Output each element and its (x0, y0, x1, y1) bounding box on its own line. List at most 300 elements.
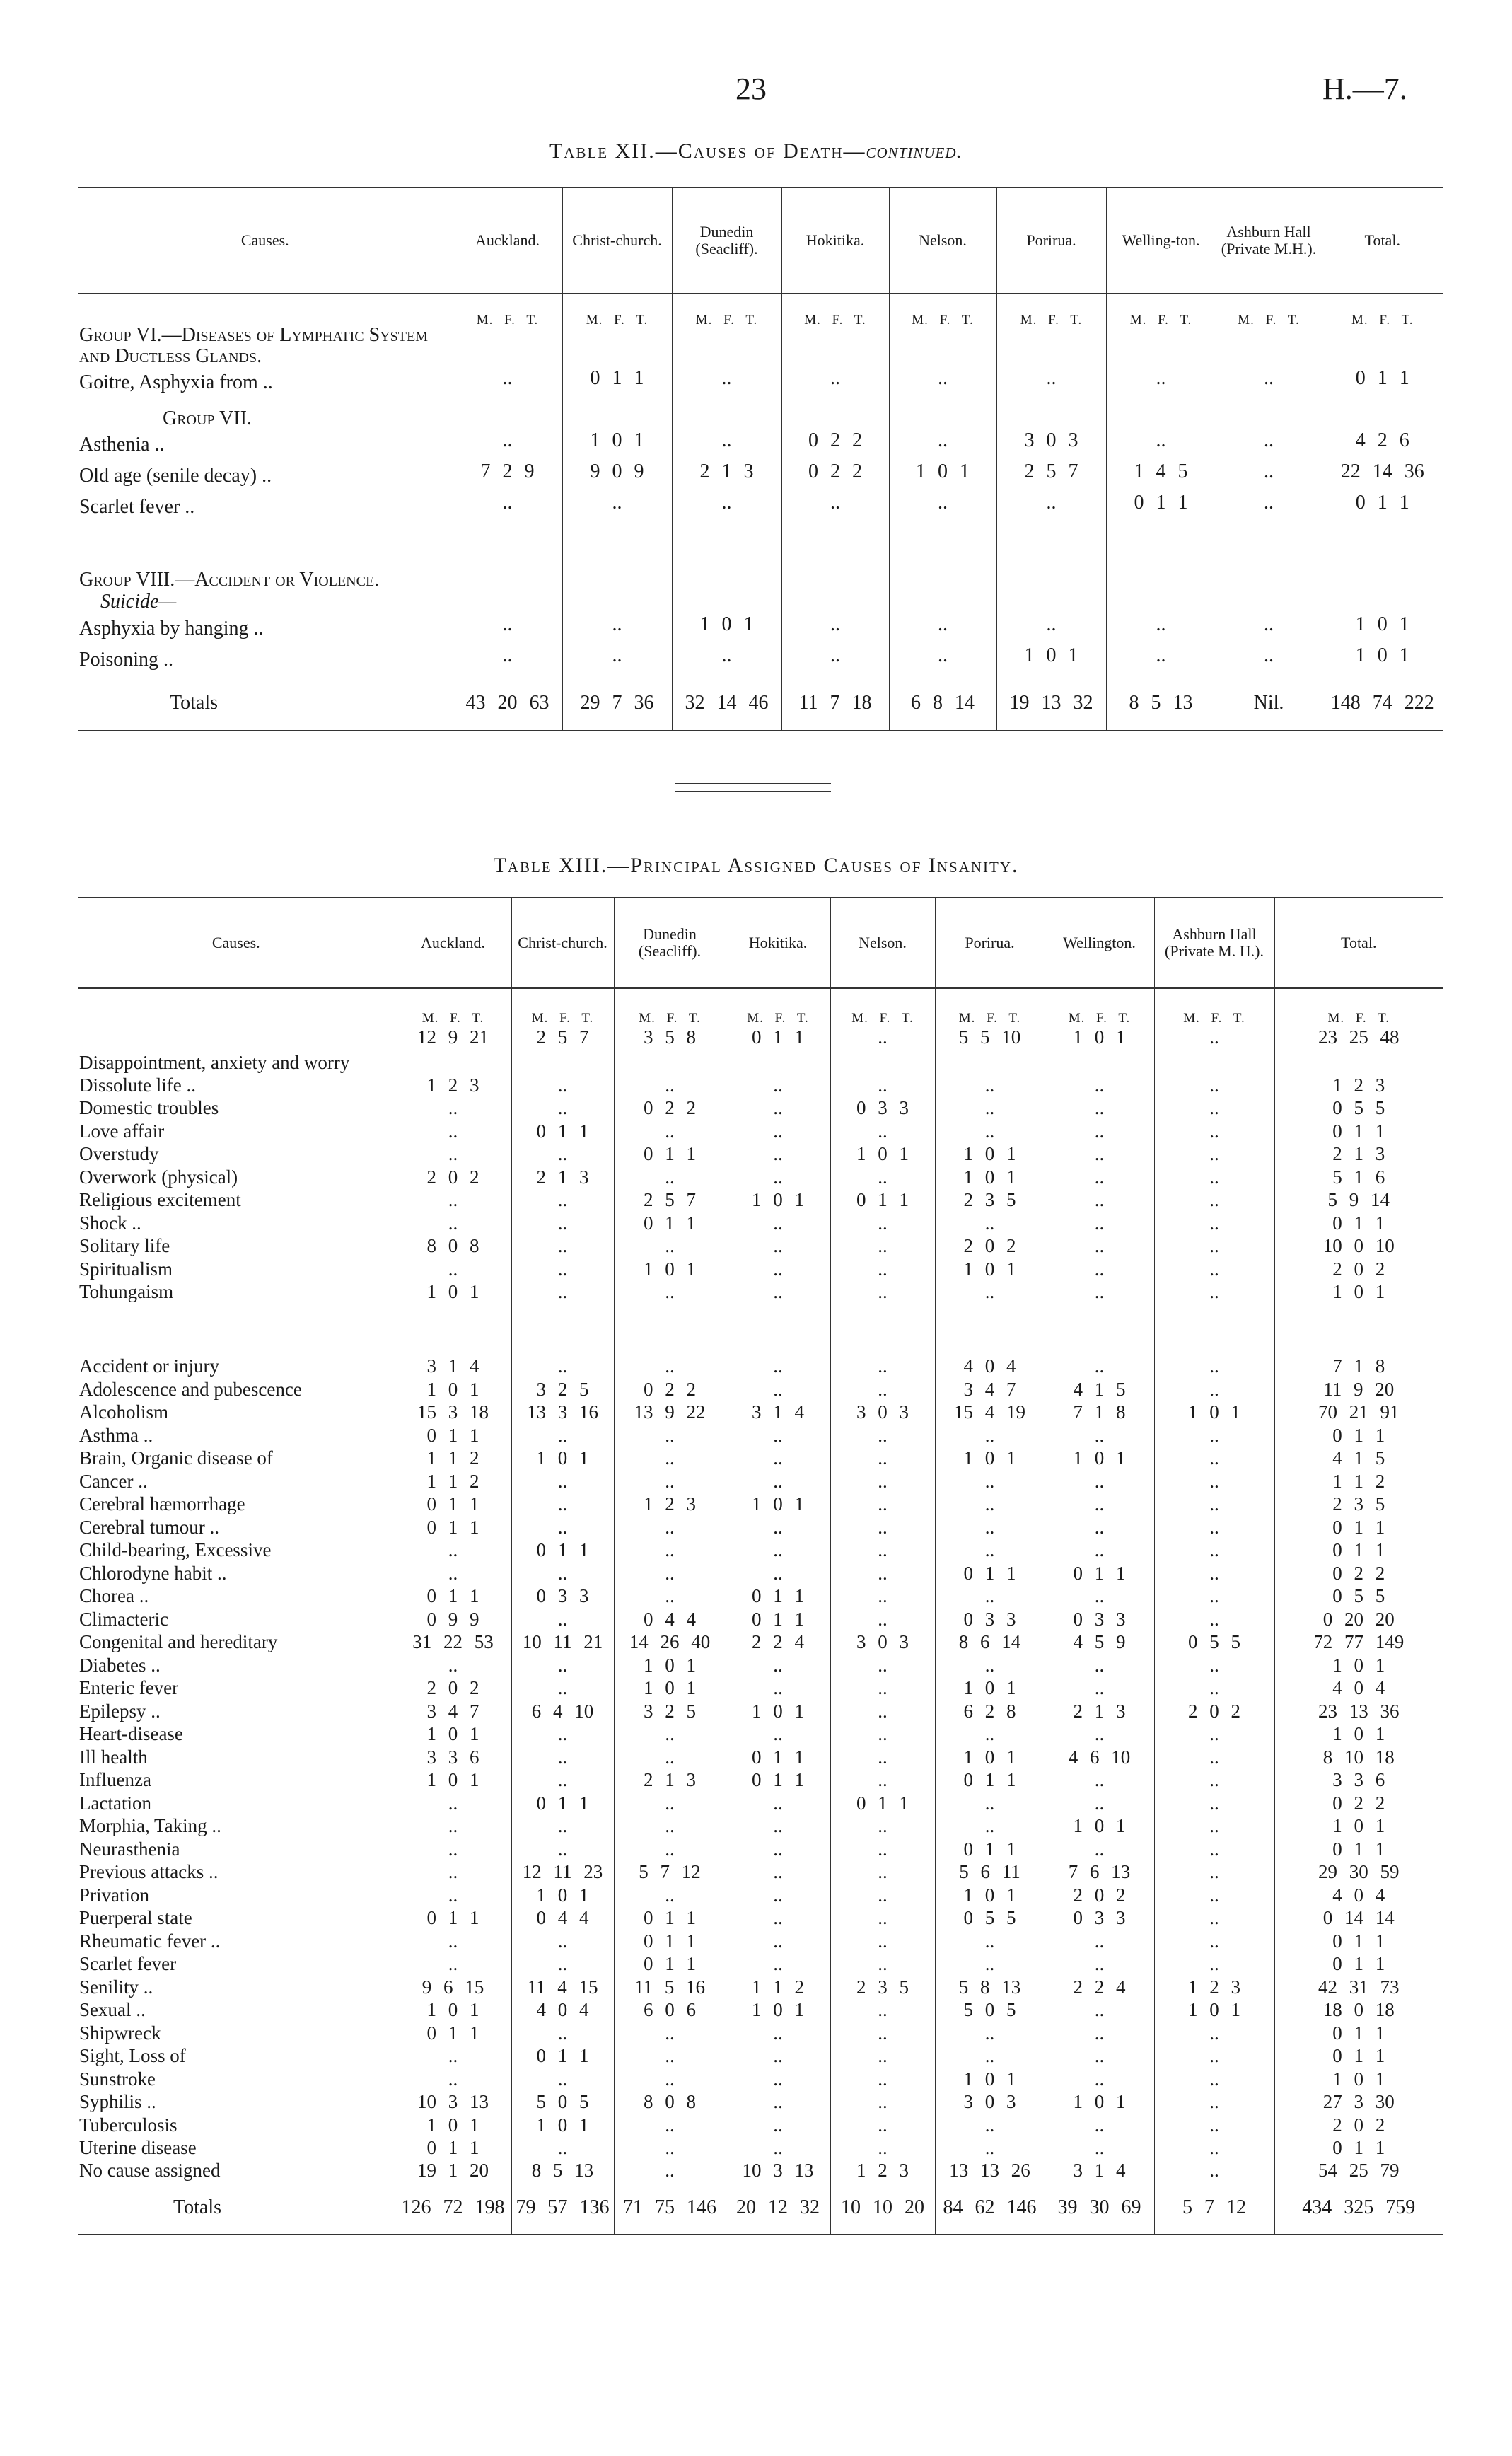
table13-row (78, 2113, 1443, 2136)
table13-value: 0 1 1 (935, 1837, 1045, 1860)
table13-value: .. (511, 1768, 614, 1792)
table13-row (78, 1676, 1443, 1700)
table12-value (562, 591, 672, 613)
table13-value: .. (830, 2113, 935, 2136)
table13-value: 2 0 2 (395, 1676, 511, 1700)
table13-value: .. (511, 1211, 614, 1234)
table13-value: .. (830, 1234, 935, 1258)
table13-value: .. (614, 1722, 726, 1746)
table13-value: 8 10 18 (1274, 1745, 1443, 1768)
table13-value: .. (935, 1722, 1045, 1746)
table13-value: 0 1 1 (1274, 1929, 1443, 1952)
table13-value: .. (614, 1280, 726, 1304)
table12-row (78, 460, 1443, 492)
table13-value: .. (830, 1377, 935, 1401)
table12-cause: Poisoning .. (79, 648, 174, 671)
table13-row (78, 1768, 1443, 1792)
table13-row (78, 1814, 1443, 1838)
table12-value (562, 398, 672, 429)
table13-value: 13 9 22 (614, 1401, 726, 1424)
table12-value (672, 398, 781, 429)
table13-value: .. (395, 1257, 511, 1280)
table13-value: .. (830, 1257, 935, 1280)
table13-value: .. (1045, 1676, 1154, 1700)
table13-value: .. (726, 1234, 830, 1258)
table13-value: 8 0 8 (614, 2090, 726, 2114)
table13-value: .. (1154, 1515, 1274, 1539)
table12-value (889, 591, 996, 613)
table12-value: M. F. T. (672, 294, 781, 367)
table13-value: 1 0 1 (614, 1257, 726, 1280)
table13-total-value: 10 10 20 (830, 2182, 935, 2235)
table13-value: 2 5 7 (614, 1188, 726, 1212)
table13-value: 0 1 1 (395, 1515, 511, 1539)
table13-value: 0 1 1 (1274, 1119, 1443, 1142)
table13-value: .. (395, 1837, 511, 1860)
table13-value: .. (1154, 1607, 1274, 1630)
table13-col-header: Hokitika. (726, 898, 830, 988)
table12-total-value: 148 74 222 (1322, 676, 1443, 731)
table13-value: 0 2 2 (1274, 1561, 1443, 1585)
table12-value: .. (1216, 613, 1322, 644)
table13-value: 4 1 5 (1045, 1377, 1154, 1401)
table13-value: 1 1 2 (395, 1469, 511, 1493)
table13-col-header: Auckland. (395, 898, 511, 988)
table13-row (78, 1745, 1443, 1768)
table13-value: .. (726, 1447, 830, 1470)
table13-value: .. (1154, 1906, 1274, 1930)
table13-value: .. (511, 1073, 614, 1096)
table12-cause: Group VIII.—Accident or Violence. (79, 569, 380, 591)
table13-value: .. (935, 2136, 1045, 2160)
table13-value: .. (1154, 2067, 1274, 2090)
table13-value: 13 13 26 (935, 2159, 1045, 2182)
table12-value (1216, 591, 1322, 613)
table13-value: 1 0 1 (935, 1447, 1045, 1470)
table13-value: .. (830, 1653, 935, 1676)
table13-value: 0 1 1 (935, 1768, 1045, 1792)
table13-value: 23 13 36 (1274, 1699, 1443, 1722)
table13-value: .. (830, 1906, 935, 1930)
table13-col-header: Porirua. (935, 898, 1045, 988)
table13-cause: Love affair (79, 1120, 165, 1142)
table13-value: 5 9 14 (1274, 1188, 1443, 1212)
table12-total-value: 43 20 63 (453, 676, 562, 731)
table13-value: .. (614, 1119, 726, 1142)
table13-total-value: 126 72 198 (395, 2182, 511, 2235)
table13-value: .. (1154, 1377, 1274, 1401)
table13-subheader: M. F. T. (726, 988, 830, 1026)
table13-value: 1 0 1 (614, 1653, 726, 1676)
table13-value: .. (1154, 1280, 1274, 1304)
table13-value: .. (1154, 1188, 1274, 1212)
table12-total-value: 32 14 46 (672, 676, 781, 731)
table13-value: .. (395, 1211, 511, 1234)
table13-value: .. (726, 1539, 830, 1562)
table13-value: 3 0 3 (935, 2090, 1045, 2114)
page-reference: H.—7. (1322, 71, 1407, 106)
table13-value: .. (1154, 1493, 1274, 1516)
table12-value: .. (996, 492, 1106, 523)
table13-value: .. (614, 1303, 726, 1377)
table13-value: 2 1 3 (614, 1768, 726, 1792)
table13-value: .. (1045, 1722, 1154, 1746)
table13-cause: Uterine disease (79, 2137, 197, 2158)
table13-value: 1 0 1 (935, 1165, 1045, 1188)
table13-value: 1 0 1 (935, 2067, 1045, 2090)
table13-value: .. (726, 2090, 830, 2114)
table13-value: .. (614, 1837, 726, 1860)
table13-value: .. (1154, 1768, 1274, 1792)
table13-value: .. (726, 1561, 830, 1585)
table13-value: 1 0 1 (395, 1280, 511, 1304)
table12-row (78, 429, 1443, 460)
table13-value: .. (726, 1073, 830, 1096)
table13-cause: Accident or injury (79, 1355, 219, 1377)
table13-cause: Disappointment, anxiety and worry (79, 1052, 350, 1073)
table13-row (78, 1469, 1443, 1493)
table12 (78, 187, 1443, 731)
table12-value: M. F. T. (453, 294, 562, 367)
table13-value: 42 31 73 (1274, 1975, 1443, 1998)
table12-value: .. (453, 429, 562, 460)
table13-cause: Shipwreck (79, 2022, 161, 2044)
table13-value: .. (726, 2136, 830, 2160)
table13-cause: Heart-disease (79, 1723, 183, 1744)
table12-value: 7 2 9 (453, 460, 562, 492)
table13-value: 4 5 9 (1045, 1630, 1154, 1654)
table13-row (78, 1883, 1443, 1906)
table13-value: 72 77 149 (1274, 1630, 1443, 1654)
table13-cause: Cerebral hæmorrhage (79, 1493, 245, 1514)
table13-subheader: M. F. T. (395, 988, 511, 1026)
table12-value: .. (562, 492, 672, 523)
table13-value: 10 3 13 (395, 2090, 511, 2114)
table13-value: 1 0 1 (1045, 1026, 1154, 1073)
table12-value: .. (889, 613, 996, 644)
table12-value: 2 5 7 (996, 460, 1106, 492)
table13-value: 1 0 1 (1274, 1814, 1443, 1838)
table13-row (78, 1515, 1443, 1539)
table13-value: .. (511, 1234, 614, 1258)
table12-value: M. F. T. (781, 294, 889, 367)
table13-value: .. (830, 1768, 935, 1792)
table13-value: .. (395, 1539, 511, 1562)
table13-total-value: 20 12 32 (726, 2182, 830, 2235)
table13-value: 10 3 13 (726, 2159, 830, 2182)
table13-value: 0 1 1 (511, 1539, 614, 1562)
table13-value: .. (935, 1539, 1045, 1562)
table13-row (78, 1998, 1443, 2022)
table13-value: .. (726, 1929, 830, 1952)
table13-value: .. (830, 1026, 935, 1073)
table13-row (78, 1165, 1443, 1188)
table12-value: 0 1 1 (1322, 367, 1443, 398)
table13-cause: Cancer .. (79, 1470, 148, 1492)
table12-col-header: Porirua. (996, 187, 1106, 294)
table13-value: 0 1 1 (726, 1607, 830, 1630)
table13-col-header: Nelson. (830, 898, 935, 988)
table13-value: 5 8 13 (935, 1975, 1045, 1998)
table13-cause: Rheumatic fever .. (79, 1930, 221, 1952)
table12-totals-label: Totals (78, 676, 453, 731)
table12-row (78, 591, 1443, 613)
table12-cause: Old age (senile decay) .. (79, 465, 272, 487)
table13-value: .. (726, 1791, 830, 1814)
table13-value: 11 5 16 (614, 1975, 726, 1998)
table13-value: 2 1 3 (1274, 1142, 1443, 1166)
table12-value: 1 0 1 (562, 429, 672, 460)
table13-value: .. (511, 1515, 614, 1539)
table13-value: 14 26 40 (614, 1630, 726, 1654)
table13-value: .. (511, 1469, 614, 1493)
table12-total-value: Nil. (1216, 676, 1322, 731)
table13-row (78, 1377, 1443, 1401)
table13-value: 0 1 1 (1274, 1515, 1443, 1539)
table13-row (78, 1188, 1443, 1212)
table13-value: .. (511, 1423, 614, 1447)
table13-value: .. (726, 1860, 830, 1884)
table12-value: .. (1216, 429, 1322, 460)
table13-value: .. (1154, 1234, 1274, 1258)
table13-subheader: M. F. T. (830, 988, 935, 1026)
table13-cause: Sunstroke (79, 2068, 156, 2090)
table13-value: 2 1 3 (511, 1165, 614, 1188)
table13-cause: Religious excitement (79, 1189, 241, 1210)
section-divider (675, 783, 831, 784)
table13-value: .. (1154, 1096, 1274, 1120)
table13-row (78, 1493, 1443, 1516)
table13-value: .. (1045, 1837, 1154, 1860)
table13-value: .. (935, 2021, 1045, 2044)
table13-value: 5 0 5 (935, 1998, 1045, 2022)
table13-value: .. (511, 1837, 614, 1860)
table13-value: .. (935, 1952, 1045, 1976)
table13-value: 1 0 1 (1154, 1998, 1274, 2022)
table13-value: 1 0 1 (726, 1188, 830, 1212)
table13-cause: Brain, Organic disease of (79, 1447, 273, 1469)
table12-value: .. (453, 613, 562, 644)
table13-value: 7 6 13 (1045, 1860, 1154, 1884)
table12-total-value: 11 7 18 (781, 676, 889, 731)
table13-value: 0 9 9 (395, 1607, 511, 1630)
table13-row (78, 1234, 1443, 1258)
table13-value: .. (830, 2067, 935, 2090)
table12-value: .. (453, 492, 562, 523)
table13-value: 0 2 2 (614, 1096, 726, 1120)
table13-value: 1 0 1 (511, 1883, 614, 1906)
table13-subheader: M. F. T. (1274, 988, 1443, 1026)
table12-row (78, 644, 1443, 676)
table13-value: 1 1 2 (1274, 1469, 1443, 1493)
table13-value: .. (1154, 2136, 1274, 2160)
table13-value: 0 2 2 (1274, 1791, 1443, 1814)
table13-value: 0 1 1 (1274, 1539, 1443, 1562)
table13-row (78, 2021, 1443, 2044)
table13-value: .. (935, 2044, 1045, 2068)
table12-value (1322, 523, 1443, 591)
table13-value: .. (935, 1814, 1045, 1838)
table13-value: 0 1 1 (395, 1493, 511, 1516)
table13-value: .. (830, 1952, 935, 1976)
table13-value: 29 30 59 (1274, 1860, 1443, 1884)
table13-value: .. (1045, 1119, 1154, 1142)
table13-value: .. (830, 1493, 935, 1516)
table13-value: .. (511, 1676, 614, 1700)
table13-value: .. (726, 1814, 830, 1838)
table13-value: 7 1 8 (1274, 1303, 1443, 1377)
table13-value: .. (726, 1653, 830, 1676)
table13-value: .. (935, 1929, 1045, 1952)
table13-value: .. (830, 1280, 935, 1304)
table13-value: 0 1 1 (614, 1929, 726, 1952)
table13-row (78, 1561, 1443, 1585)
table13-value: 4 6 10 (1045, 1745, 1154, 1768)
table13-value: 0 1 1 (1274, 1423, 1443, 1447)
table12-total-value: 8 5 13 (1106, 676, 1216, 731)
table12-col-header: Causes. (78, 187, 453, 294)
table13-value: .. (614, 2113, 726, 2136)
table13-cause: Tohungaism (79, 1281, 174, 1302)
table13-value: 3 3 6 (1274, 1768, 1443, 1792)
table13-value: .. (830, 1722, 935, 1746)
table13-value: 10 11 21 (511, 1630, 614, 1654)
table13-value: .. (614, 1745, 726, 1768)
table13-value: 2 5 7 (511, 1026, 614, 1073)
table12-value: 0 1 1 (562, 367, 672, 398)
table13-value: .. (511, 1096, 614, 1120)
table13-value: 0 1 1 (614, 1211, 726, 1234)
table13-value: .. (1154, 1447, 1274, 1470)
table13-value: .. (935, 1469, 1045, 1493)
table13-subheader: M. F. T. (614, 988, 726, 1026)
table13-value: .. (726, 1515, 830, 1539)
table13-value: 2 0 2 (1274, 2113, 1443, 2136)
table13-value: .. (1154, 1026, 1274, 1073)
table13-value: .. (935, 1073, 1045, 1096)
table13-value: 6 0 6 (614, 1998, 726, 2022)
table13-value: .. (1154, 1745, 1274, 1768)
table13-value: 6 2 8 (935, 1699, 1045, 1722)
table12-col-header: Hokitika. (781, 187, 889, 294)
table13-value: .. (935, 1791, 1045, 1814)
table13-value: .. (1154, 2113, 1274, 2136)
table12-col-header: Christ-church. (562, 187, 672, 294)
table13-value: 3 1 4 (726, 1401, 830, 1424)
table13-value: .. (395, 1929, 511, 1952)
table12-value (672, 591, 781, 613)
table13-value: .. (830, 1165, 935, 1188)
table13-value: 1 0 1 (726, 1699, 830, 1722)
table13-row (78, 1860, 1443, 1884)
table13-value: .. (614, 1423, 726, 1447)
table13-value: 0 1 1 (726, 1768, 830, 1792)
table13-value: .. (830, 1303, 935, 1377)
table13-value: 3 0 3 (830, 1401, 935, 1424)
table13-value: .. (511, 1188, 614, 1212)
table13-value: 0 1 1 (1274, 1211, 1443, 1234)
table13-total-value: 434 325 759 (1274, 2182, 1443, 2235)
table12-cause: Asphyxia by hanging .. (79, 618, 264, 639)
table13-value: 0 1 1 (395, 1423, 511, 1447)
table13-value: 1 0 1 (830, 1142, 935, 1166)
table13-value: .. (830, 1699, 935, 1722)
table12-value: 3 0 3 (996, 429, 1106, 460)
table13-cause: Spiritualism (79, 1258, 173, 1280)
table12-value (1322, 398, 1443, 429)
table13-row (78, 1791, 1443, 1814)
table13-value: .. (830, 1423, 935, 1447)
table13-value: 1 0 1 (395, 1722, 511, 1746)
table13-value: .. (830, 1814, 935, 1838)
table13-cause: No cause assigned (79, 2160, 221, 2181)
table13-value: .. (614, 1539, 726, 1562)
table13-value: 3 1 4 (1045, 2159, 1154, 2182)
table13-cause: Epilepsy .. (79, 1700, 161, 1722)
table13-value: 0 1 1 (726, 1026, 830, 1073)
table12-value: .. (781, 492, 889, 523)
table13-cause: Child-bearing, Excessive (79, 1539, 272, 1560)
table13-row (78, 1630, 1443, 1654)
table13-value: .. (614, 1447, 726, 1470)
table13-value: 2 0 2 (1154, 1699, 1274, 1722)
table13-value: .. (511, 1952, 614, 1976)
table13-value: .. (830, 1561, 935, 1585)
table13-cause: Diabetes .. (79, 1654, 161, 1676)
table13-value: .. (1154, 1791, 1274, 1814)
table13-value: .. (935, 1585, 1045, 1608)
table13-row (78, 1280, 1443, 1304)
table13-row (78, 2159, 1443, 2182)
table13-value: 1 2 3 (1274, 1073, 1443, 1096)
table12-title: Table XII.—Causes of Death—continued. (549, 139, 963, 163)
table13-value: .. (1045, 1423, 1154, 1447)
table13-value: .. (1154, 2090, 1274, 2114)
table13-value: 0 1 1 (1274, 2021, 1443, 2044)
table12-value: .. (562, 613, 672, 644)
table13-value: 0 4 4 (614, 1607, 726, 1630)
table12-col-header: Dunedin (Seacliff). (672, 187, 781, 294)
table13-value: .. (614, 2159, 726, 2182)
table13-value: .. (395, 2067, 511, 2090)
table13-value: .. (511, 1257, 614, 1280)
table13-value: .. (511, 1653, 614, 1676)
table13-value: 19 1 20 (395, 2159, 511, 2182)
table12-value: 0 1 1 (1106, 492, 1216, 523)
table13-value: .. (1045, 1073, 1154, 1096)
table13-value: 0 3 3 (1045, 1906, 1154, 1930)
table12-value (1216, 398, 1322, 429)
table13-col-header: Wellington. (1045, 898, 1154, 988)
table13-cause: Previous attacks .. (79, 1861, 219, 1882)
table13-value: 1 0 1 (1274, 2067, 1443, 2090)
table13-value: 4 0 4 (1274, 1676, 1443, 1700)
table13-value: .. (935, 1515, 1045, 1539)
table13-totals-row (78, 2182, 1443, 2235)
table13-value: .. (830, 1860, 935, 1884)
table12-row (78, 398, 1443, 429)
table13-value: .. (395, 1860, 511, 1884)
table13-row (78, 1837, 1443, 1860)
table13-value: .. (395, 1188, 511, 1212)
table13-value: .. (830, 1585, 935, 1608)
table13-value: .. (395, 2044, 511, 2068)
table13-cause: Solitary life (79, 1235, 170, 1256)
table12-value: .. (1216, 492, 1322, 523)
table13-value: .. (830, 2044, 935, 2068)
table13-value: .. (1045, 1585, 1154, 1608)
table13-row (78, 1975, 1443, 1998)
